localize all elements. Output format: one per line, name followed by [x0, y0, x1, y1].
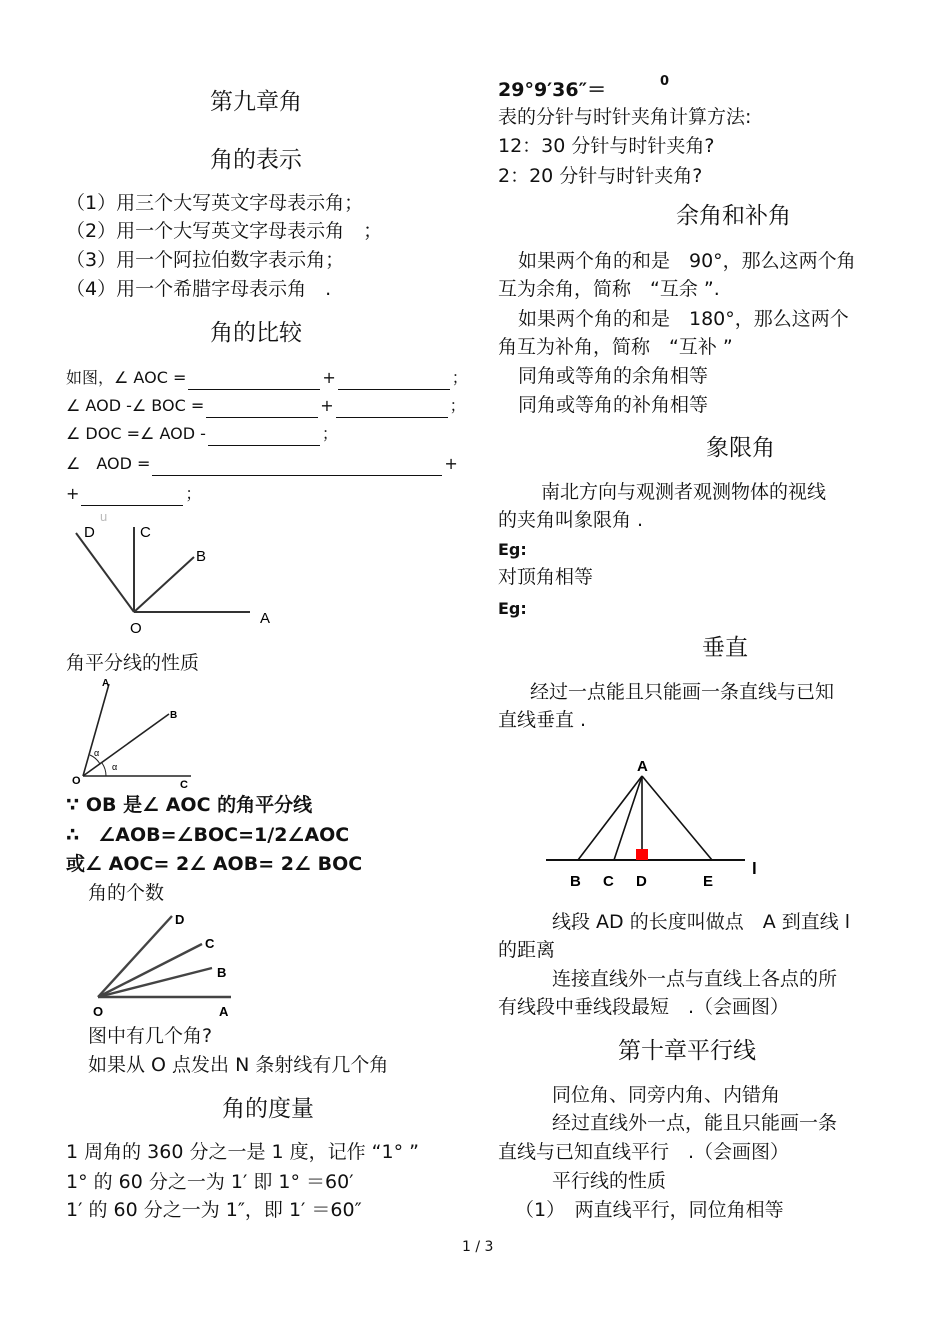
label-A: A	[219, 1004, 229, 1019]
answer-blank[interactable]	[81, 487, 183, 506]
complement-line: 同角或等角的余角相等	[518, 365, 709, 387]
distance-line: 线段 AD 的长度叫做点 A 到直线 l	[552, 911, 851, 933]
clock-line: 12：30 分针与时针夹角?	[498, 135, 715, 157]
label-O: O	[72, 775, 81, 787]
ray-OB	[134, 557, 194, 612]
parallel-line: 同位角、同旁内角、内错角	[552, 1084, 781, 1106]
ray-OD	[76, 533, 134, 612]
section-title-quadrant: 象限角	[706, 435, 775, 461]
label-A: A	[102, 678, 110, 689]
vertical-angles-line: 对顶角相等	[498, 566, 594, 588]
plus-sign: +	[444, 454, 458, 473]
segment-AC	[614, 776, 642, 860]
parallel-line: 平行线的性质	[552, 1170, 667, 1192]
clock-line: 2：20 分针与时针夹角?	[498, 165, 703, 187]
ray-OD	[98, 916, 172, 997]
compare-label: ∠ AOD =	[66, 454, 151, 473]
plus-sign: +	[320, 396, 334, 415]
clock-line: 表的分针与时针夹角计算方法:	[498, 106, 752, 128]
label-C: C	[140, 524, 151, 541]
eg-label: Eg:	[498, 540, 527, 559]
section-title-representation: 角的表示	[210, 147, 302, 173]
plus-sign: +	[322, 368, 336, 387]
label-B: B	[196, 548, 207, 565]
label-O: O	[130, 620, 142, 637]
eg-label: Eg:	[498, 599, 527, 618]
complement-line: 如果两个角的和是 90°，那么这两个角	[518, 250, 856, 272]
label-l: l	[752, 859, 757, 878]
answer-blank[interactable]	[338, 371, 450, 390]
label-D: D	[84, 524, 95, 541]
quadrant-line: 的夹角叫象限角 .	[498, 509, 644, 531]
label-D: D	[175, 912, 185, 927]
semicolon: ；	[321, 424, 338, 443]
section-title-perpendicular: 垂直	[702, 635, 748, 661]
ray-OC	[98, 944, 202, 997]
semicolon: ；	[451, 368, 468, 387]
label-A: A	[637, 758, 648, 775]
label-B: B	[170, 710, 178, 721]
chapter-title: 第九章角	[210, 89, 302, 115]
compare-line-5	[66, 482, 201, 506]
compare-line-4	[66, 452, 458, 476]
ray-OB	[83, 714, 169, 776]
measure-line: 1 周角的 360 分之一是 1 度，记作 “1° ”	[66, 1141, 419, 1163]
perpendicular-line: 直线垂直 .	[498, 709, 587, 731]
label-C: C	[205, 936, 215, 951]
answer-blank[interactable]	[336, 399, 448, 418]
label-D: D	[636, 873, 647, 890]
alpha-label: α	[94, 748, 100, 758]
rep-item: （3）用一个阿拉伯数字表示角；	[66, 249, 345, 271]
compare-label: 如图，∠ AOC =	[66, 368, 187, 387]
rep-item: （2）用一个大写英文字母表示角 ；	[66, 220, 383, 242]
ray-OA	[83, 684, 109, 776]
distance-line: 有线段中垂线段最短 .（会画图）	[498, 996, 790, 1018]
complement-line: 如果两个角的和是 180°，那么这两个	[518, 308, 849, 330]
label-B: B	[217, 965, 227, 980]
degree-superscript: 0	[660, 74, 670, 89]
perpendicular-line: 经过一点能且只能画一条直线与已知	[530, 681, 835, 703]
faint-mark: u	[100, 509, 108, 524]
parallel-line: 经过直线外一点，能且只能画一条	[552, 1112, 838, 1134]
right-angle-marker	[636, 849, 648, 860]
ray-OB	[98, 968, 212, 997]
distance-line: 的距离	[498, 939, 556, 961]
bisector-line: 或∠ AOC= 2∠ AOB= 2∠ BOC	[66, 853, 363, 875]
distance-line: 连接直线外一点与直线上各点的所	[552, 968, 838, 990]
section-title-compare: 角的比较	[210, 320, 302, 346]
label-A: A	[260, 610, 271, 627]
parallel-line: 直线与已知直线平行 .（会画图）	[498, 1141, 790, 1163]
semicolon: ；	[449, 396, 466, 415]
chapter10-title: 第十章平行线	[618, 1038, 756, 1064]
segment-AB	[578, 776, 642, 860]
alpha-label: α	[112, 762, 118, 772]
rep-item: （1）用三个大写英文字母表示角；	[66, 192, 364, 214]
complement-line: 角互为补角，简称 “互补 ”	[498, 336, 733, 358]
bisector-line: ∵ OB 是∠ AOC 的角平分线	[66, 794, 313, 816]
answer-blank[interactable]	[188, 371, 320, 390]
semicolon: ；	[185, 484, 202, 503]
angle-count-figure	[86, 904, 246, 1024]
page-number: 1 / 3	[462, 1239, 494, 1255]
label-O: O	[93, 1004, 104, 1019]
measure-line: 1° 的 60 分之一为 1′ 即 1° ＝60′	[66, 1171, 354, 1193]
angle-arc	[102, 763, 106, 776]
segment-AE	[642, 776, 712, 860]
label-B: B	[570, 873, 581, 890]
bisector-line: ∴ ∠AOB=∠BOC=1/2∠AOC	[66, 824, 350, 846]
label-C: C	[180, 779, 188, 791]
complement-line: 同角或等角的补角相等	[518, 394, 709, 416]
compare-line-2	[66, 394, 466, 418]
compare-line-1	[66, 366, 468, 390]
complement-line: 互为余角，简称 “互余 ”.	[498, 278, 720, 300]
count-title: 角的个数	[88, 882, 165, 904]
section-title-complement: 余角和补角	[676, 203, 791, 229]
bisector-title: 角平分线的性质	[66, 652, 200, 674]
measure-line: 1′ 的 60 分之一为 1″，即 1′ ＝60″	[66, 1199, 362, 1221]
compare-line-3	[66, 422, 338, 446]
label-E: E	[703, 873, 714, 890]
parallel-line: （1） 两直线平行，同位角相等	[515, 1199, 784, 1221]
section-title-measure: 角的度量	[222, 1096, 314, 1122]
compare-label: ∠ DOC =∠ AOD -	[66, 424, 206, 443]
angle-bisector-figure	[66, 676, 206, 791]
count-question: 如果从 O 点发出 N 条射线有几个角	[88, 1054, 389, 1076]
count-question: 图中有几个角?	[88, 1025, 213, 1047]
answer-blank[interactable]	[152, 457, 442, 476]
perpendicular-figure	[540, 752, 770, 897]
degree-conversion: 29°9′36″＝	[498, 79, 607, 101]
answer-blank[interactable]	[206, 399, 318, 418]
angle-compare-figure	[60, 505, 290, 640]
quadrant-line: 南北方向与观测者观测物体的视线	[541, 481, 827, 503]
rep-item: （4）用一个希腊字母表示角 .	[66, 278, 332, 300]
answer-blank[interactable]	[208, 427, 320, 446]
compare-label: ∠ AOD -∠ BOC =	[66, 396, 205, 415]
label-C: C	[603, 873, 614, 890]
plus-sign: +	[66, 484, 80, 503]
